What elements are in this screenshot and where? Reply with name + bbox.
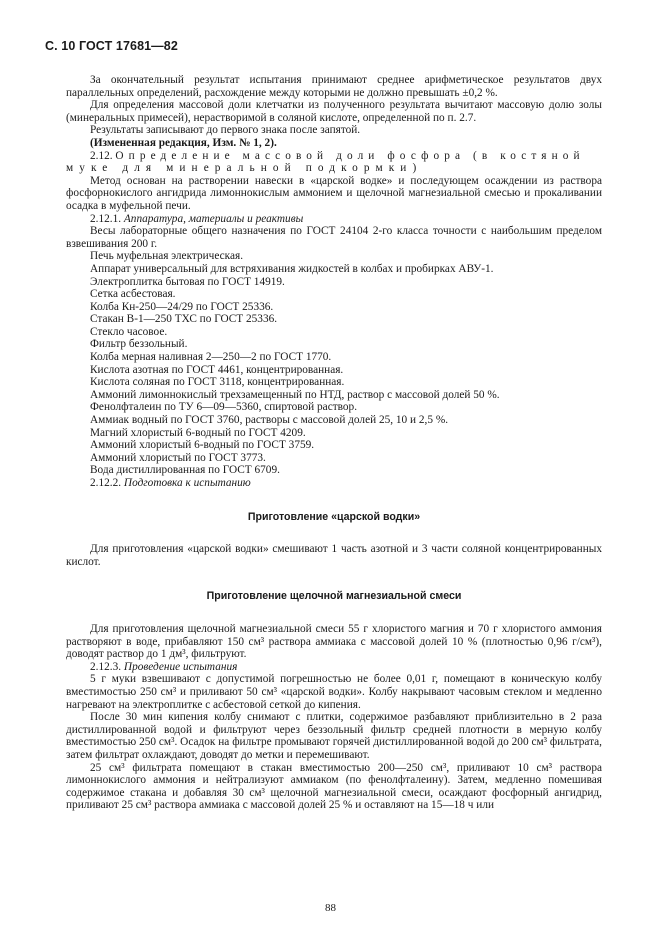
list-item: Аппарат универсальный для встряхивания жидкостей в колбах и пробирках АВУ-1. — [90, 262, 494, 275]
list-item: Сетка асбестовая. — [90, 288, 176, 301]
page-header: С. 10 ГОСТ 17681—82 — [45, 39, 178, 53]
list-item: Стекло часовое. — [90, 325, 168, 338]
list-item: Колба мерная наливная 2—250—2 по ГОСТ 1770. — [90, 351, 332, 364]
paragraph: После 30 мин кипения колбу снимают с плитки, содержимое разбавляют приблизительно в 2 раза дистиллированной водой и фильтруют через беззольный фильтр средней плотности в мерную колбу вместимостью 250 см³. Осадок на фильтре промывают горячей дистиллированной водой до 200 см³ фильтрата, затем фильтрат охлаждают, доводят до метки и перемешивают. — [66, 711, 602, 761]
section-2-12-2-heading — [66, 477, 602, 490]
section-title: Аппаратура, материалы и реактивы — [123, 212, 304, 225]
section-title: Определение массовой доли фосфора (в костяной — [115, 149, 585, 162]
section-number: 2.12.2. — [90, 477, 122, 489]
list-item: Кислота азотная по ГОСТ 4461, концентрированная. — [90, 363, 344, 376]
list-item: Аммоний хлористый по ГОСТ 3773. — [90, 451, 266, 464]
paragraph: За окончательный результат испытания принимают среднее арифметическое результатов двух параллельных определений, расхождение между которыми не должно превышать ±0,2 %. — [66, 74, 602, 99]
list-item: Аммоний лимоннокислый трехзамещенный по НТД, раствор с массовой долей 50 %. — [90, 388, 500, 401]
section-number: 2.12.1. — [90, 212, 122, 225]
paragraph: Для приготовления «царской водки» смешивают 1 часть азотной и 3 части соляной концентрированных кислот. — [66, 543, 602, 568]
section-title: Подготовка к испытанию — [123, 477, 251, 489]
amendment-note: (Измененная редакция, Изм. № 1, 2). — [90, 136, 277, 149]
list-item: Вода дистиллированная по ГОСТ 6709. — [90, 464, 280, 477]
list-item: Кислота соляная по ГОСТ 3118, концентрированная. — [90, 376, 345, 389]
paragraph: Для приготовления щелочной магнезиальной смеси 55 г хлористого магния и 70 г хлористого аммония растворяют в воде, прибавляют 150 см³ раствора аммиака с массовой долей 10 % (плотностью 0,96 г/см³), доводят раствор до 1 дм³, фильтруют. — [66, 622, 602, 661]
document-body — [66, 74, 602, 812]
list-item: Электроплитка бытовая по ГОСТ 14919. — [90, 275, 285, 288]
list-item: Стакан В-1—250 ТХС по ГОСТ 25336. — [90, 313, 278, 326]
section-title-continued: муке для минеральной подкормки) — [66, 162, 423, 175]
paragraph: Весы лабораторные общего назначения по ГОСТ 24104 2-го класса точности с наибольшим пределом взвешивания 200 г. — [66, 225, 602, 250]
section-2-12-1-heading — [66, 213, 602, 226]
section-2-12-3-heading — [66, 661, 602, 674]
page-number: 88 — [325, 902, 336, 914]
list-item: Фенолфталеин по ТУ 6—09—5360, спиртовой раствор. — [90, 401, 358, 414]
paragraph: Результаты записывают до первого знака после запятой. — [90, 124, 361, 137]
subheading-magnesia-mixture: Приготовление щелочной магнезиальной смеси — [206, 590, 462, 603]
paragraph: Метод основан на растворении навески в «царской водке» и последующем осаждении из раствора фосфорнокислого ангидрида лимоннокислым аммонием и щелочной магнезиальной смесью и прокаливании осадка в муфельной печи. — [66, 174, 602, 212]
paragraph: 5 г муки взвешивают с допустимой погрешностью не более 0,01 г, помещают в коническую колбу вместимостью 250 см³ и приливают 50 см³ «царской водки». Колбу накрывают часовым стеклом и медленно нагревают на электроплитке с асбестовой сеткой до кипения. — [66, 673, 602, 711]
section-title: Проведение испытания — [123, 660, 238, 673]
section-2-12-heading — [66, 150, 602, 163]
paragraph: Для определения массовой доли клетчатки из полученного результата вычитают массовую долю золы (минеральных примесей), нерастворимой в соляной кислоте, определенной по п. 2.7. — [66, 99, 602, 124]
list-item: Аммиак водный по ГОСТ 3760, растворы с массовой долей 25, 10 и 2,5 %. — [90, 414, 449, 427]
list-item: Колба Кн-250—24/29 по ГОСТ 25336. — [90, 300, 274, 313]
section-number: 2.12.3. — [90, 660, 122, 673]
list-item: Фильтр беззольный. — [90, 338, 188, 351]
subheading-aqua-regia: Приготовление «царской водки» — [247, 510, 421, 523]
equipment-list — [66, 250, 602, 477]
section-number: 2.12. — [90, 149, 113, 162]
paragraph: 25 см³ фильтрата помещают в стакан вместимостью 200—250 см³, приливают 10 см³ раствора лимоннокислого аммония и нейтрализуют аммиаком (по фенолфталеину). Затем, медленно помешивая содержимое стакана и добавляя 30 см³ щелочной магнезиальной смеси, осаждают фосфорный ангидрид, приливают 25 см³ раствора аммиака с массовой долей 25 % и оставляют на 15—18 ч или — [66, 761, 602, 812]
list-item: Аммоний хлористый 6-водный по ГОСТ 3759. — [90, 439, 315, 452]
list-item: Магний хлористый 6-водный по ГОСТ 4209. — [90, 426, 306, 439]
list-item: Печь муфельная электрическая. — [90, 250, 244, 263]
